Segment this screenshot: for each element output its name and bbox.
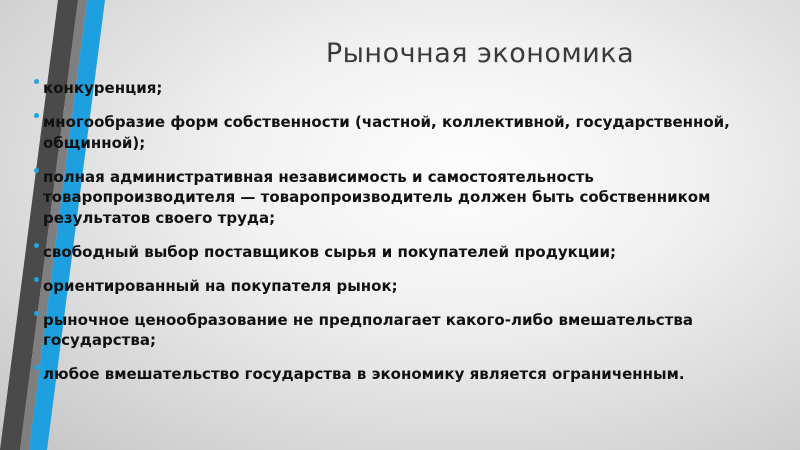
list-item — [34, 167, 764, 229]
bullet-text: свободный выбор поставщиков сырья и покупателей продукции; — [43, 242, 616, 261]
list-item — [34, 112, 764, 153]
bullet-dot-icon — [34, 365, 39, 370]
bullet-dot-icon — [34, 79, 39, 84]
bullet-list — [34, 78, 764, 398]
list-item — [34, 276, 764, 297]
list-item — [34, 242, 764, 263]
slide-title: Рыночная экономика — [325, 38, 635, 69]
bullet-dot-icon — [34, 168, 39, 173]
list-item — [34, 364, 764, 385]
bullet-dot-icon — [34, 277, 39, 282]
bullet-dot-icon — [34, 311, 39, 316]
bullet-text: многообразие форм собственности (частной, коллективной, государственной, общинной); — [43, 113, 730, 152]
bullet-text: любое вмешательство государства в экономику является ограниченным. — [43, 365, 685, 383]
list-item — [34, 78, 764, 99]
bullet-dot-icon — [34, 113, 39, 118]
bullet-dot-icon — [34, 243, 39, 248]
bullet-text: полная административная независимость и самостоятельность товаропроизводителя — товаропроизводитель должен быть собственником результатов своего труда; — [43, 167, 711, 227]
list-item — [34, 310, 764, 351]
bullet-text: рыночное ценообразование не предполагает какого-либо вмешательства государства; — [43, 310, 693, 349]
bullet-text: конкуренция; — [43, 79, 163, 97]
bullet-text: ориентированный на покупателя рынок; — [43, 276, 398, 295]
